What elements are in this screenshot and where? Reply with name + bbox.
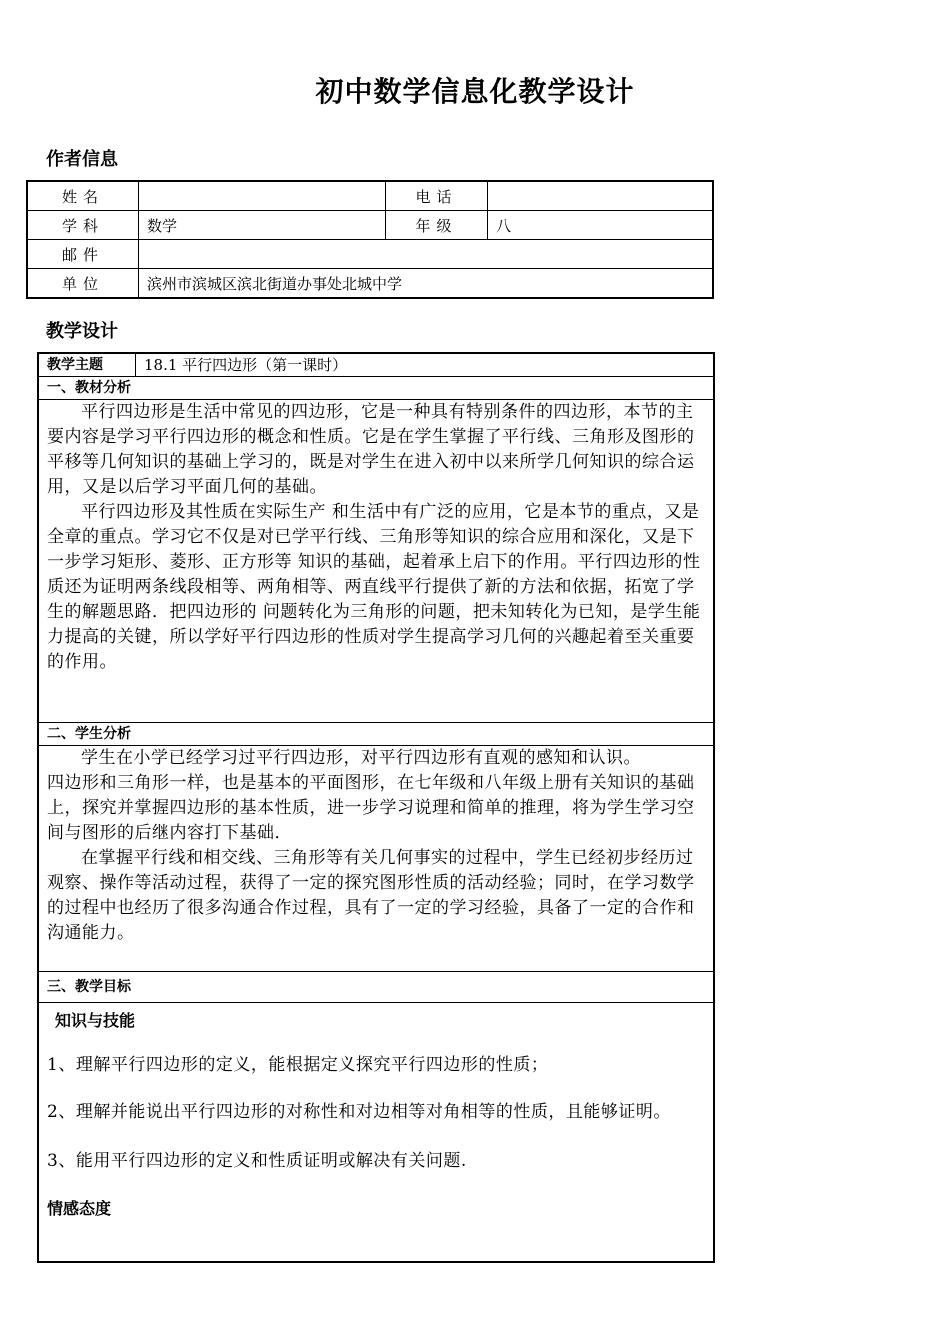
student-analysis-cell [38, 746, 714, 972]
table-row [38, 400, 714, 723]
email-label: 邮件 [27, 240, 139, 269]
design-section-heading: 教学设计 [46, 321, 118, 342]
phone-value [488, 181, 714, 211]
table-row [27, 181, 713, 211]
table-row [38, 353, 714, 377]
goal-item: 1、理解平行四边形的定义，能根据定义探究平行四边形的性质； [47, 1055, 549, 1075]
material-paragraph: 平行四边形及其性质在实际生产 和生活中有广泛的应用，它是本节的重点，又是全章的重点。学习它不仅是对已学平行线、三角形等知识的综合应用和深化，又是下一步学习矩形、菱形、正方形等 知识的基础，起着承上启下的作用。平行四边形的性质还为证明两条线段相等、两角相等、两直线平行提供了新的方法和依据，拓宽了学生的解题思路．把四边形的 问题转化为三角形的问题，把未知转化为已知，是学生能力提高的关键，所以学好平行四边形的性质对学生提高学习几何的兴趣起着至关重要的作用。 [47, 502, 701, 672]
table-row [27, 240, 713, 269]
material-analysis-heading: 一、教材分析 [38, 377, 714, 400]
grade-value: 八 [488, 211, 714, 240]
subject-value: 数学 [139, 211, 386, 240]
page-title: 初中数学信息化教学设计 [315, 75, 635, 108]
subject-label: 学科 [27, 211, 139, 240]
author-section-heading: 作者信息 [46, 149, 118, 170]
name-label: 姓名 [27, 181, 139, 211]
email-value [139, 240, 714, 269]
goal-item: 2、理解并能说出平行四边形的对称性和对边相等对角相等的性质，且能够证明。 [47, 1102, 671, 1122]
goal-item: 3、能用平行四边形的定义和性质证明或解决有关问题. [47, 1151, 467, 1171]
student-paragraph: 四边形和三角形一样，也是基本的平面图形，在七年级和八年级上册有关知识的基础上，探究并掌握四边形的基本性质，进一步学习说理和简单的推理，将为学生学习空间与图形的后继内容打下基础． [47, 773, 695, 843]
emotion-attitude-subheading: 情感态度 [47, 1199, 112, 1218]
table-row [38, 972, 714, 1003]
table-row [38, 1003, 714, 1263]
unit-label: 单位 [27, 269, 139, 299]
student-paragraph: 在掌握平行线和相交线、三角形等有关几何事实的过程中，学生已经初步经历过观察、操作等活动过程，获得了一定的探究图形性质的活动经验；同时，在学习数学的过程中也经历了很多沟通合作过程，具有了一定的学习经验，具备了一定的合作和沟通能力。 [47, 848, 695, 943]
topic-label: 教学主题 [38, 353, 136, 377]
grade-label: 年级 [386, 211, 488, 240]
student-analysis-heading: 二、学生分析 [38, 723, 714, 746]
phone-label: 电话 [386, 181, 488, 211]
student-paragraph: 学生在小学已经学习过平行四边形，对平行四边形有直观的感知和认识。 [81, 748, 641, 768]
goals-cell [38, 1003, 714, 1263]
unit-value: 滨州市滨城区滨北街道办事处北城中学 [139, 269, 714, 299]
topic-value: 18.1 平行四边形（第一课时） [136, 353, 715, 377]
table-row [38, 723, 714, 746]
author-info-table [26, 180, 714, 299]
table-row [27, 211, 713, 240]
knowledge-skills-subheading: 知识与技能 [55, 1011, 136, 1030]
table-row [38, 377, 714, 400]
name-value [139, 181, 386, 211]
teaching-design-table [37, 352, 715, 1263]
material-paragraph: 平行四边形是生活中常见的四边形，它是一种具有特别条件的四边形，本节的主要内容是学习平行四边形的概念和性质。它是在学生掌握了平行线、三角形及图形的平移等几何知识的基础上学习的，既是对学生在进入初中以来所学几何知识的综合运用，又是以后学习平面几何的基础。 [47, 402, 695, 497]
material-analysis-cell [38, 400, 714, 723]
goals-heading: 三、教学目标 [38, 972, 714, 1003]
table-row [38, 746, 714, 972]
table-row [27, 269, 713, 299]
